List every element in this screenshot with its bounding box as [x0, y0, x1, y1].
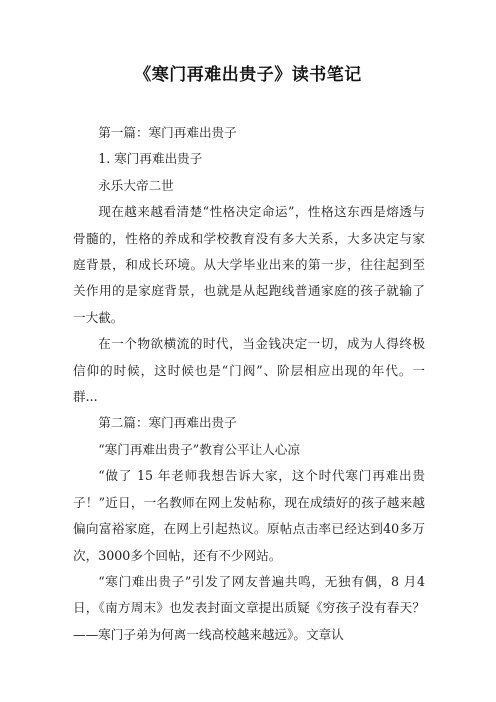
article-title: 1. 寒门再难出贵子	[98, 151, 203, 167]
document-title: 《寒门再难出贵子》读书笔记	[134, 65, 362, 85]
document-body	[73, 120, 425, 648]
body-paragraph: 现在越来越看清楚“性格决定命运”，性格这东西是熔透与骨髓的，性格的养成和学校教育没有多大关系，大多决定与家庭背景，和成长环境。从大学毕业出来的第一步，往往起到至关作用的是家庭背景，也就是从起跑线普通家庭的孩子就输了一大截。	[73, 204, 425, 325]
body-paragraph: “做了 15 年老师我想告诉大家，这个时代寒门再难出贵子！”近日，一名教师在网上发帖称，现在成绩好的孩子越来越偏向富裕家庭，在网上引起热议。原帖点击率已经达到40多万次，3000多个回帖，还有不少网站。	[73, 468, 425, 563]
body-paragraph: “寒门难出贵子”引发了网友普遍共鸣，无独有偶，8 月4日，《南方周末》也发表封面文章提出质疑《穷孩子没有春天？——寒门子弟为何离一线高校越来越远》。文章认	[73, 573, 425, 642]
section-heading: 第一篇：寒门再难出贵子	[98, 125, 237, 140]
article-title: “寒门再难出贵子”教育公平让人心凉	[98, 441, 300, 457]
body-paragraph: 在一个物欲横流的时代，当金钱决定一切，成为人得终极信仰的时候，这时候也是“门阀”、阶层相应出现的年代。一群...	[73, 336, 425, 405]
section-heading: 第二篇：寒门再难出贵子	[98, 415, 237, 431]
author-line: 永乐大帝二世	[98, 177, 174, 193]
